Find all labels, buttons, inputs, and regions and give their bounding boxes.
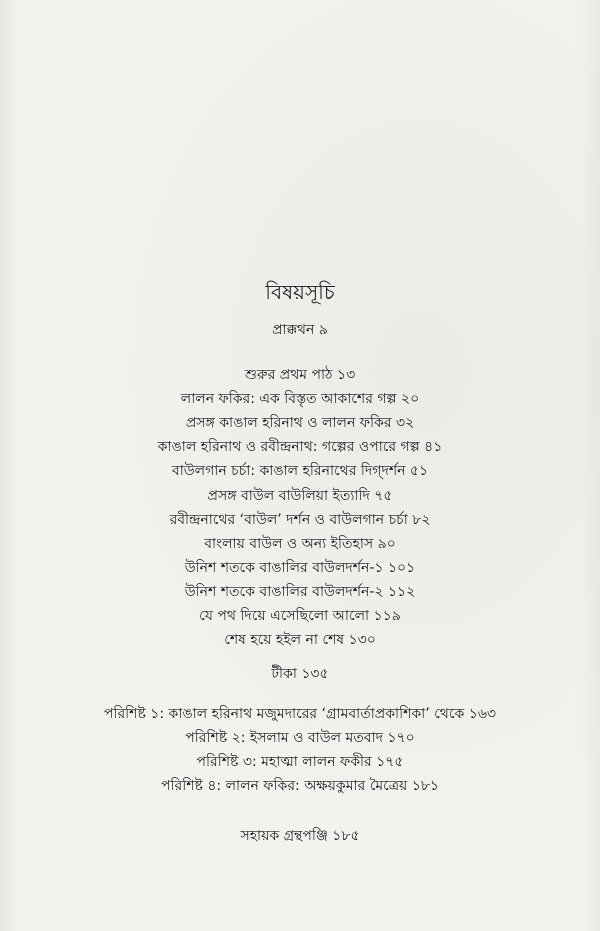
toc-chapter: প্রসঙ্গ বাউল বাউলিয়া ইত্যাদি ৭৫: [207, 488, 393, 504]
toc-chapter: শেষ হয়ে হইল না শেষ ১৩০: [224, 632, 376, 648]
toc-bibliography: সহায়ক গ্রন্থপঞ্জি ১৮৫: [240, 828, 360, 844]
toc-preface: প্রাক্কথন ৯: [272, 322, 328, 338]
toc-appendix: পরিশিষ্ট ২: ইসলাম ও বাউল মতবাদ ১৭০: [185, 730, 415, 746]
toc-chapter: যে পথ দিয়ে এসেছিলো আলো ১১৯: [199, 608, 401, 624]
toc-chapter: বাউলগান চর্চা: কাঙাল হরিনাথের দিগ্‌দর্শন ৫১: [171, 463, 429, 479]
toc-chapter: উনিশ শতকে বাঙালির বাউলদর্শন-২ ১১২: [184, 584, 416, 600]
toc-appendix: পরিশিষ্ট ৪: লালন ফকির: অক্ষয়কুমার মৈত্রেয় ১৮১: [160, 778, 439, 794]
toc-appendix: পরিশিষ্ট ১: কাঙাল হরিনাথ মজুমদারের ‘গ্রামবার্তাপ্রকাশিকা’ থেকে ১৬৩: [103, 706, 497, 722]
toc-appendix: পরিশিষ্ট ৩: মহাত্মা লালন ফকীর ১৭৫: [196, 754, 404, 770]
toc-chapter: রবীন্দ্রনাথের ‘বাউল’ দর্শন ও বাউলগান চর্চা ৮২: [169, 512, 431, 528]
toc-chapter: লালন ফকির: এক বিস্তৃত আকাশের গল্প ২০: [180, 391, 420, 407]
toc-chapter: উনিশ শতকে বাঙালির বাউলদর্শন-১ ১০১: [184, 560, 416, 576]
toc-title: বিষয়সূচি: [265, 280, 335, 304]
toc-chapter: প্রসঙ্গ কাঙাল হরিনাথ ও লালন ফকির ৩২: [185, 415, 415, 431]
toc-chapter: বাংলায় বাউল ও অন্য ইতিহাস ৯০: [204, 536, 396, 552]
toc-chapter: কাঙাল হরিনাথ ও রবীন্দ্রনাথ: গল্পের ওপারে গল্প ৪১: [157, 439, 443, 455]
toc-notes: টীকা ১৩৫: [271, 666, 329, 682]
toc-chapter: শুরুর প্রথম পাঠ ১৩: [244, 367, 356, 383]
